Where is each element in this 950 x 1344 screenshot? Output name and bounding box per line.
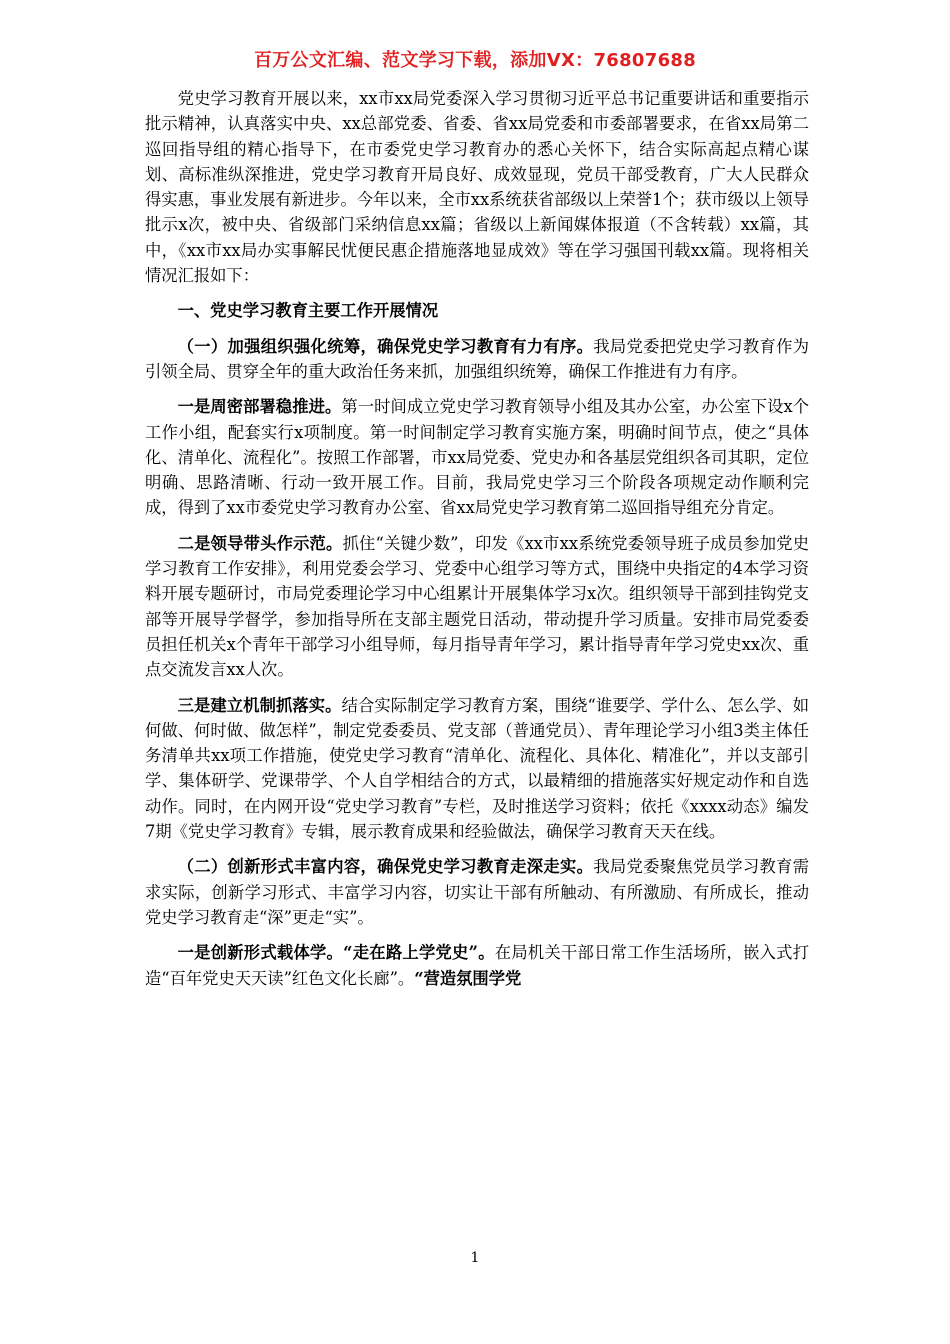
item-paragraph [145,693,809,845]
paragraph-text: 在局机关干部日常工作生活场所，嵌入式打造“百年党史天天读”红色文化长廊”。 [145,943,809,988]
item-heading: 一是周密部署稳推进。 [177,397,342,417]
paragraph-text: 我局党委把党史学习教育作为引领全局、贯穿全年的重大政治任务来抓，加强组织统筹，确保工作推进有力有序。 [145,336,809,381]
document-body [145,86,809,1001]
subsection-heading: （一）加强组织强化统筹，确保党史学习教育有力有序。 [177,336,594,356]
paragraph-text: 第一时间成立党史学习教育领导小组及其办公室，办公室下设x个工作小组，配套实行x项制度。第一时间制定学习教育实施方案，明确时间节点，使之“具体化、清单化、流程化”。按照工作部署，市xx局党委、党史办和各基层党组织各司其职，定位明确、思路清晰、行动一致开展工作。目前，我局党史学习三个阶段各项规定动作顺利完成，得到了xx市委党史学习教育办公室、省xx局党史学习教育第二巡回指导组充分肯定。 [145,397,809,518]
item-heading: 三是建立机制抓落实。 [177,695,342,715]
item-tail-heading: “营造氛围学党 [414,968,522,988]
paragraph-text: 我局党委聚焦党员学习教育需求实际，创新学习形式、丰富学习内容，切实让干部有所触动、有所激励、有所成长，推动党史学习教育走“深”更走“实”。 [145,857,809,927]
paragraph-text: 抓住“关键少数”，印发《xx市xx系统党委领导班子成员参加党史学习教育工作安排》，利用党委会学习、党委中心组学习等方式，围绕中央指定的4本学习资料开展专题研讨，市局党委理论学习中心组累计开展集体学习x次。组织领导干部到挂钩党支部等开展导学督学，参加指导所在支部主题党日活动，带动提升学习质量。安排市局党委委员担任机关x个青年干部学习小组导师，每月指导青年学习，累计指导青年学习党史xx次、重点交流发言xx人次。 [145,533,809,680]
subsection-paragraph [145,854,809,930]
intro-paragraph: 党史学习教育开展以来，xx市xx局党委深入学习贯彻习近平总书记重要讲话和重要指示批示精神，认真落实中央、xx总部党委、省委、省xx局党委和市委部署要求，在省xx局第二巡回指导组的精心指导下，在市委党史学习教育办的悉心关怀下，结合实际高起点精心谋划、高标准纵深推进，党史学习教育开局良好、成效显现，党员干部受教育，广大人民群众得实惠，事业发展有新进步。今年以来，全市xx系统获省部级以上荣誉1个；获市级以上领导批示x次，被中央、省级部门采纳信息xx篇；省级以上新闻媒体报道（不含转载）xx篇，其中，《xx市xx局办实事解民忧便民惠企措施落地显成效》等在学习强国刊载xx篇。现将相关情况汇报如下： [145,89,809,286]
subsection-heading: （二）创新形式丰富内容，确保党史学习教育走深走实。 [177,857,594,877]
subsection-paragraph [145,334,809,385]
item-heading: 二是领导带头作示范。 [177,533,343,553]
promo-banner: 百万公文汇编、范文学习下载，添加VX：76807688 [253,50,697,71]
section-heading: 一、党史学习教育主要工作开展情况 [177,301,439,321]
page-number: 1 [470,1250,480,1266]
item-paragraph [145,394,809,520]
item-paragraph [145,940,809,991]
paragraph-text: 结合实际制定学习教育方案，围绕“谁要学、学什么、怎么学、如何做、何时做、做怎样”，制定党委委员、党支部（普通党员）、青年理论学习小组3类主体任务清单共xx项工作措施，使党史学习教育“清单化、流程化、具体化、精准化”，并以支部引学、集体研学、党课带学、个人自学相结合的方式，以最精细的措施落实好规定动作和自选动作。同时，在内网开设“党史学习教育”专栏，及时推送学习资料；依托《xxxx动态》编发7期《党史学习教育》专辑，展示教育成果和经验做法，确保学习教育天天在线。 [145,695,809,842]
item-paragraph [145,531,809,683]
item-heading: 一是创新形式载体学。“走在路上学党史”。 [177,943,495,963]
